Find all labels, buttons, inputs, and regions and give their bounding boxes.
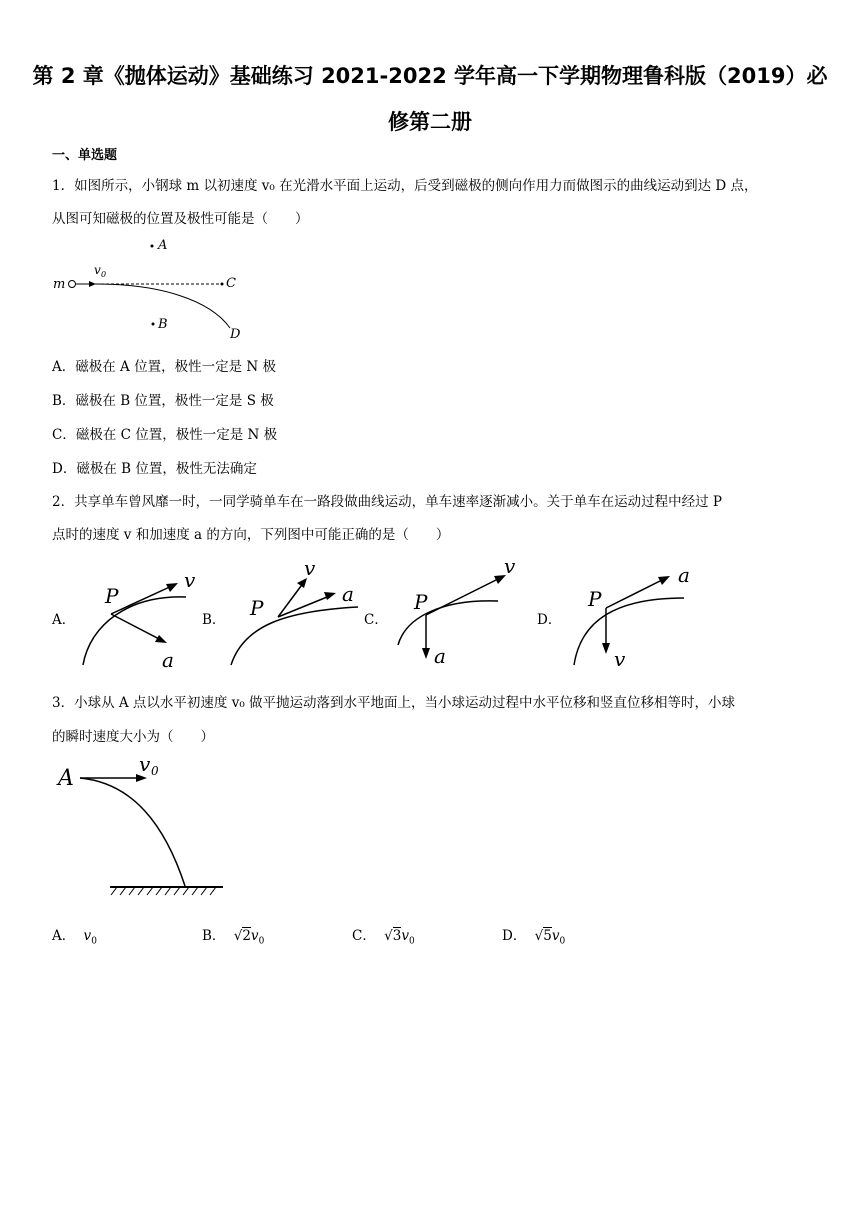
label-v0-sub: 0	[151, 764, 159, 778]
label-a: a	[678, 563, 690, 587]
label-p: P	[414, 590, 428, 614]
q2-option-c-label: C．	[364, 612, 388, 628]
a-arrow	[111, 614, 163, 641]
q2-figure-b	[226, 555, 366, 670]
option-subscript: 0	[408, 936, 415, 947]
sqrt-sign: √	[233, 928, 243, 944]
a-arrowhead	[324, 592, 336, 600]
q2-text-line-2: 点时的速度 v 和加速度 a 的方向，下列图中可能正确的是（ ）	[52, 527, 450, 543]
label-a: a	[162, 648, 174, 670]
point-a-dot	[151, 245, 154, 248]
ball-m	[69, 281, 76, 288]
option-value: v	[250, 928, 259, 944]
label-p: P	[250, 596, 264, 620]
v-arrowhead	[602, 643, 610, 654]
page-title-line-1: 第 2 章《抛体运动》基础练习 2021-2022 学年高一下学期物理鲁科版（2019）必	[32, 64, 828, 88]
a-arrowhead	[422, 648, 430, 659]
q2-text-line-1: 2．共享单车曾风靡一时，一同学骑单车在一路段做曲线运动，单车速率逐渐减小。关于单车在运动过程中经过 P	[52, 494, 722, 510]
q1-option-b: B．磁极在 B 位置，极性一定是 S 极	[52, 393, 274, 409]
label-v0: v	[94, 263, 101, 277]
label-v: v	[614, 647, 626, 671]
v0-arrowhead	[89, 281, 96, 287]
point-b-dot	[152, 323, 155, 326]
q1-option-d: D．磁极在 B 位置，极性无法确定	[52, 461, 257, 477]
option-value: v	[401, 928, 409, 944]
option-value: v	[551, 928, 560, 944]
sqrt-sign: √	[384, 928, 393, 944]
label-a: A	[158, 238, 168, 253]
trajectory	[80, 778, 185, 886]
a-arrowhead	[155, 635, 167, 643]
option-label: C．	[352, 928, 376, 944]
label-c: C	[226, 276, 236, 291]
option-label: A．	[52, 928, 76, 944]
option-label: D．	[502, 928, 527, 944]
q1-option-c: C．磁极在 C 位置，极性一定是 N 极	[52, 427, 278, 443]
q1-text-line-1: 1．如图所示，小钢球 m 以初速度 v₀ 在光滑水平面上运动，后受到磁极的侧向作用力而做图示的曲线运动到达 D 点，	[52, 178, 758, 194]
label-p: P	[105, 584, 119, 608]
a-arrowhead	[658, 576, 670, 585]
q3-text-line-2: 的瞬时速度大小为（ ）	[52, 729, 214, 745]
label-b: B	[158, 317, 168, 332]
point-c-dot	[221, 283, 224, 286]
label-a: a	[342, 582, 354, 606]
label-v: v	[184, 568, 196, 592]
option-subscript: 0	[91, 936, 97, 947]
q2-option-b-label: B．	[202, 612, 226, 628]
label-v: v	[504, 555, 516, 578]
page-title-line-2: 修第二册	[388, 110, 472, 134]
q2-figure-a	[78, 565, 203, 670]
label-d: D	[230, 327, 241, 342]
q2-figure-d	[566, 560, 701, 672]
label-m: m	[53, 277, 66, 292]
q1-text-line-2: 从图可知磁极的位置及极性可能是（ ）	[52, 211, 309, 227]
label-v0-sub: 0	[101, 270, 107, 279]
label-p: P	[588, 587, 602, 611]
v-arrow	[111, 585, 174, 614]
label-a: A	[58, 766, 74, 791]
v-arrowhead	[166, 583, 178, 592]
q1-option-a: A．磁极在 A 位置，极性一定是 N 极	[52, 359, 276, 375]
sqrt-radicand: 5	[543, 928, 552, 944]
option-subscript: 0	[559, 936, 566, 947]
option-label: B．	[202, 928, 226, 944]
option-subscript: 0	[258, 936, 265, 947]
ground-hatching	[111, 887, 216, 895]
label-v0: v	[139, 755, 151, 776]
label-v: v	[304, 556, 316, 580]
sqrt-radicand: 3	[392, 928, 402, 944]
q2-option-a-label: A．	[52, 612, 76, 628]
q3-option-b	[202, 924, 264, 947]
q2-figure-c	[392, 555, 527, 670]
curve	[398, 601, 498, 645]
label-a: a	[434, 644, 446, 668]
q3-option-c	[352, 924, 415, 947]
q1-figure	[50, 232, 260, 344]
q2-option-d-label: D．	[537, 612, 562, 628]
q3-option-d	[502, 924, 565, 947]
q3-option-a	[52, 924, 97, 947]
sqrt-sign: √	[534, 928, 544, 944]
section-heading: 一、单选题	[52, 148, 118, 163]
q3-text-line-1: 3．小球从 A 点以水平初速度 v₀ 做平抛运动落到水平地面上，当小球运动过程中水平位移和竖直位移相等时，小球	[52, 695, 736, 711]
q3-figure	[55, 755, 230, 900]
option-value: v	[83, 928, 92, 944]
v-arrow	[426, 577, 502, 615]
sqrt-radicand: 2	[242, 928, 251, 944]
